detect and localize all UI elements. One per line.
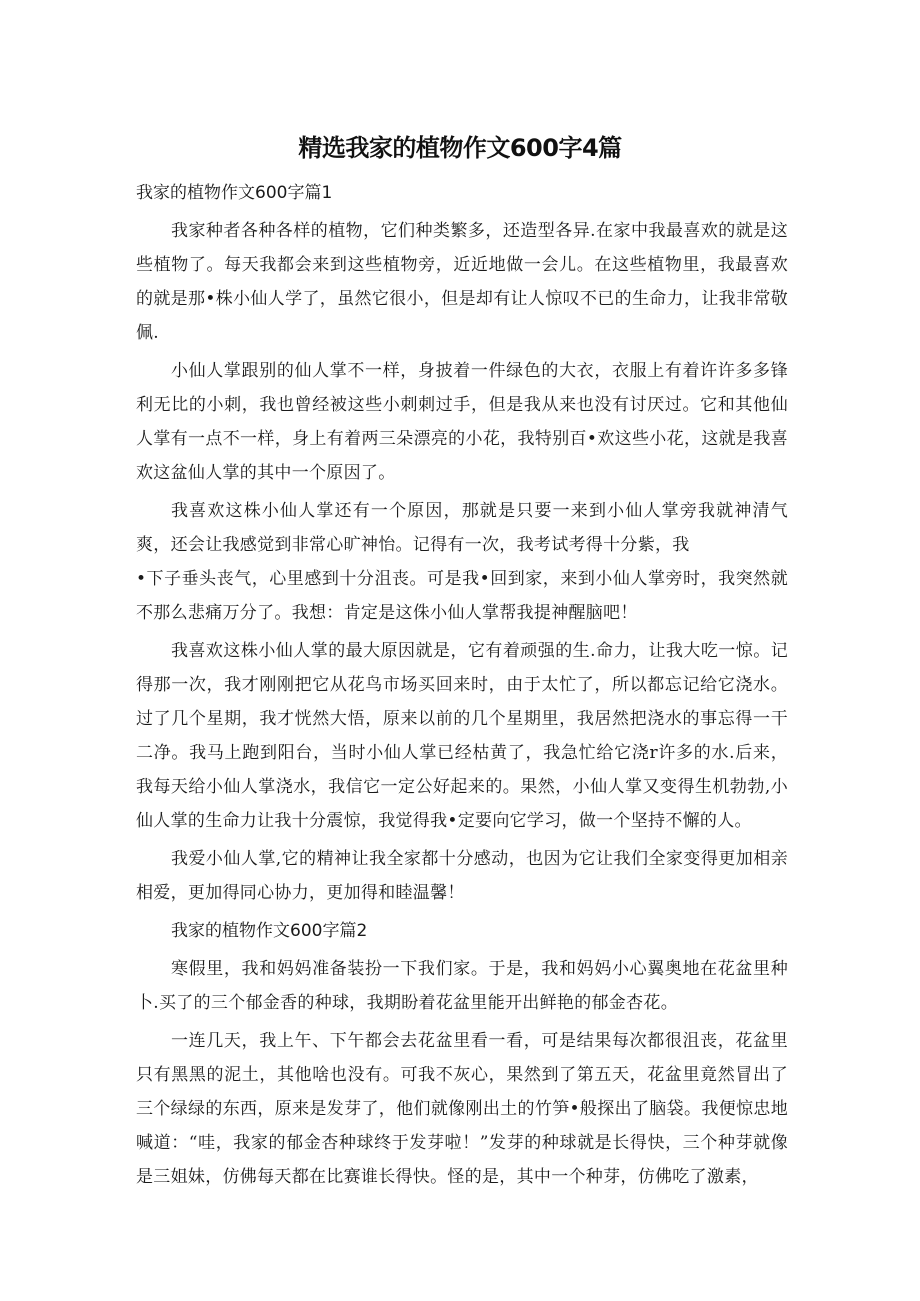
document-title: 精选我家的植物作文600字4篇 [298, 134, 622, 162]
paragraph: 小仙人掌跟别的仙人掌不一样，身披着一件绿色的大衣，衣服上有着许许多多锋利无比的小刺，我也曾经被这些小刺刺过手，但是我从来也没有讨厌过。它和其他仙人掌有一点不一样，身上有着两三朵漂亮的小花，我特别百•欢这些小花，这就是我喜欢这盆仙人掌的其中一个原因了。 [136, 361, 788, 483]
section-heading: 我家的植物作文600字篇1 [136, 183, 333, 203]
section-heading: 我家的植物作文600字篇2 [171, 921, 368, 941]
paragraph: 我爱小仙人掌,它的精神让我全家都十分感动，也因为它让我们全家变得更加相亲相爱，更加得同心协力，更加得和睦温馨！ [136, 849, 788, 903]
paragraph: 我喜欢这株小仙人掌的最大原因就是，它有着顽强的生.命力，让我大吃一惊。记得那一次，我才刚刚把它从花鸟市场买回来时，由于太忙了，所以都忘记给它浇水。过了几个星期，我才恍然大悟，原来以前的几个星期里，我居然把浇水的事忘得一干二净。我马上跑到阳台，当时小仙人掌已经枯黄了，我急忙给它浇r许多的水.后来，我每天给小仙人掌浇水，我信它一定公好起来的。果然，小仙人掌又变得生机勃勃,小仙人掌的生命力让我十分震惊，我觉得我•定要向它学习，做一个坚持不懈的人。 [136, 641, 788, 831]
paragraph: •下子垂头丧气，心里感到十分沮丧。可是我•回到家，来到小仙人掌旁时，我突然就不那么悲痛万分了。我想：肯定是这侏小仙人掌帮我提神醒脑吧！ [136, 569, 788, 623]
paragraph: 我家种者各种各样的植物，它们种类繁多，还造型各异.在家中我最喜欢的就是这些植物了。每天我都会来到这些植物旁，近近地做一会儿。在这些植物里，我最喜欢的就是那•株小仙人学了，虽然它很小，但是却有让人惊叹不已的生命力，让我非常敬佩. [136, 221, 788, 343]
paragraph: 一连几天，我上午、下午都会去花盆里看一看，可是结果每次都很沮丧，花盆里只有黑黑的泥土，其他啥也没有。可我不灰心，果然到了第五天，花盆里竟然冒出了三个绿绿的东西，原来是发芽了，他们就像刚出土的竹笋•般探出了脑袋。我便惊忠地喊道：“哇，我家的郁金杏种球终于发芽啦！”发芽的种球就是长得快，三个种芽就像是三姐妹，仿佛每天都在比赛谁长得快。怪的是，其中一个种芽，仿佛吃了激素， [136, 1031, 788, 1187]
document-body [136, 176, 788, 1194]
paragraph: 寒假里，我和妈妈准备装扮一下我们家。于是，我和妈妈小心翼奥地在花盆里种卜.买了的三个郁金香的种球，我期盼着花盆里能开出鲜艳的郁金杏花。 [136, 959, 788, 1013]
paragraph: 我喜欢这株小仙人掌还有一个原因，那就是只要一来到小仙人掌旁我就神清气爽，还会让我感觉到非常心旷神怡。记得有一次，我考试考得十分紫，我 [136, 501, 788, 555]
